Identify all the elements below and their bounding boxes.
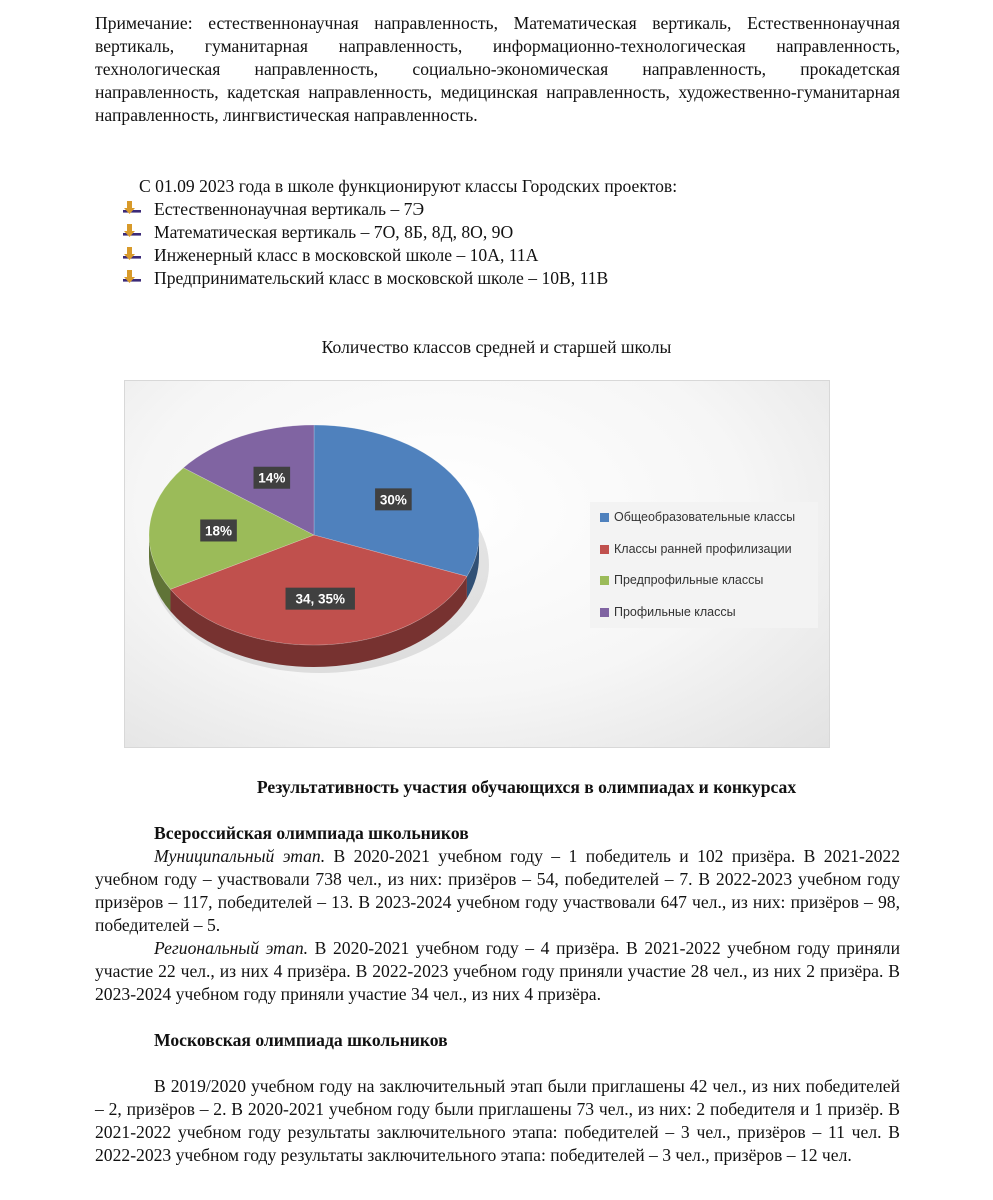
pie-chart: [124, 380, 830, 748]
projects-list: [123, 198, 608, 290]
municipal-stage-text: В 2020-2021 учебном году – 1 победитель и 102 призёра. В 2021-2022 учебном году – участвовали 738 чел., из них: призёров – 54, победителей – 7. В 2022-2023 учебном году призёров – 117, победителей – 13. В 2023-2024 учебном году участвовали 647 чел., из них: призёров – 98, победителей – 5.: [95, 846, 901, 935]
project-label: Предпринимательский класс в московской школе – 10В, 11В: [154, 268, 609, 288]
legend-swatch: [600, 513, 609, 522]
legend-label: Общеобразовательные классы: [614, 510, 796, 524]
legend-label: Профильные классы: [614, 604, 736, 619]
legend-label: Предпрофильные классы: [614, 573, 764, 587]
list-item: [123, 221, 608, 244]
vsosh-regional-paragraph: [95, 937, 900, 1006]
legend-swatch: [600, 608, 609, 617]
data-label: [286, 588, 355, 610]
legend-swatch: [600, 545, 609, 554]
project-label: Инженерный класс в московской школе – 10А, 11А: [154, 245, 539, 265]
list-item: [123, 267, 608, 290]
chart-title: Количество классов средней и старшей школы: [321, 337, 672, 357]
municipal-stage-label: Муниципальный этап.: [154, 846, 326, 866]
list-item: [123, 244, 608, 267]
data-label: [375, 488, 412, 510]
arrow-down-icon: [123, 224, 143, 240]
legend-item: [600, 542, 818, 574]
chart-legend: [590, 502, 818, 628]
vsosh-municipal-paragraph: [95, 845, 900, 937]
data-label-text: 34, 35%: [295, 591, 346, 607]
vsosh-heading: Всероссийская олимпиада школьников: [154, 823, 469, 843]
arrow-down-icon: [123, 270, 143, 286]
data-label: [254, 467, 291, 489]
projects-intro: С 01.09 2023 года в школе функционируют классы Городских проектов:: [139, 176, 678, 196]
legend-item: [600, 573, 818, 605]
data-label: [200, 519, 237, 541]
note-paragraph: Примечание: естественнонаучная направленность, Математическая вертикаль, Естественнонаучная вертикаль, гуманитарная направленность, информационно-технологическая направленность, технологическая направленность, социально-экономическая направленность, прокадетская направленность, кадетская направленность, медицинская направленность, художественно-гуманитарная направленность, лингвистическая направленность.: [95, 13, 900, 125]
legend-label: Классы ранней профилизации: [614, 541, 792, 556]
regional-stage-label: Региональный этап.: [154, 938, 309, 958]
data-label-text: 14%: [258, 470, 286, 486]
arrow-down-icon: [123, 247, 143, 263]
project-label: Естественнонаучная вертикаль – 7Э: [154, 199, 425, 219]
legend-item: [600, 510, 818, 542]
regional-stage-text: В 2020-2021 учебном году – 4 призёра. В 2021-2022 учебном году приняли участие 22 чел., из них 4 призёра. В 2022-2023 учебном году приняли участие 28 чел., из них 2 призёра. В 2023-2024 учебном году приняли участие 34 чел., из них 4 призёра.: [95, 938, 900, 1004]
data-label-text: 18%: [205, 523, 233, 539]
list-item: [123, 198, 608, 221]
project-label: Математическая вертикаль – 7О, 8Б, 8Д, 8О, 9О: [154, 222, 514, 242]
moscow-paragraph: В 2019/2020 учебном году на заключительный этап были приглашены 42 чел., из них победителей – 2, призёров – 2. В 2020-2021 учебном году были приглашены 73 чел., из них: 2 победителя и 1 призёр. В 2021-2022 учебном году результаты заключительного этапа: победителей – 3 чел., призёров – 11 чел. В 2022-2023 учебном году результаты заключительного этапа: победителей – 3 чел., призёров – 12 чел.: [95, 1076, 900, 1165]
arrow-down-icon: [123, 201, 143, 217]
data-label-text: 30%: [379, 492, 407, 508]
results-title: Результативность участия обучающихся в олимпиадах и конкурсах: [256, 777, 797, 797]
moscow-heading: Московская олимпиада школьников: [154, 1030, 448, 1050]
legend-item: [600, 605, 818, 637]
legend-swatch: [600, 576, 609, 585]
